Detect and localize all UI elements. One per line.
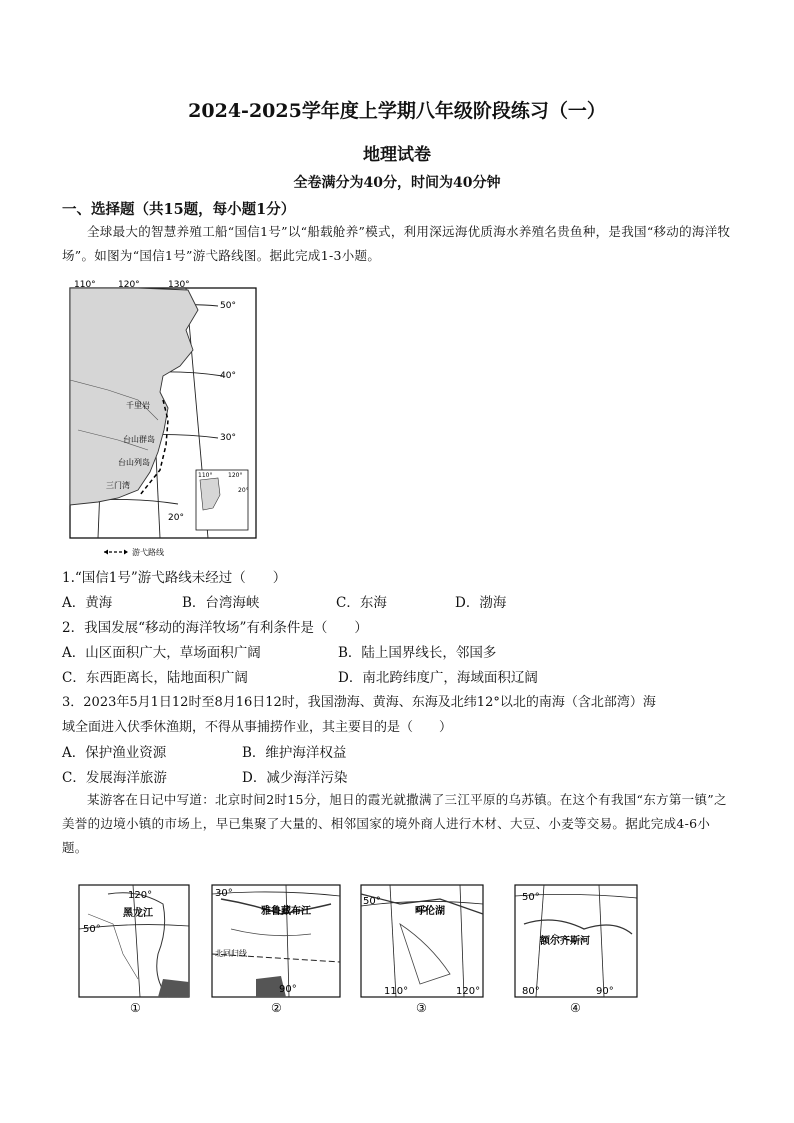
q1-option-a[interactable]: A．黄海 bbox=[62, 595, 113, 611]
map-option-4 bbox=[514, 884, 638, 1016]
inset-lon-110: 110° bbox=[198, 472, 213, 479]
map4s-lon-90: 90° bbox=[596, 986, 614, 997]
place-sanmen-bay: 三门湾 bbox=[106, 481, 130, 490]
map1s-num: ① bbox=[130, 1001, 141, 1015]
map1-lat-40: 40° bbox=[220, 371, 236, 381]
q3-option-c[interactable]: C．发展海洋旅游 bbox=[62, 770, 167, 786]
map4s-num: ④ bbox=[570, 1001, 581, 1015]
map2s-river: 雅鲁藏布江 bbox=[261, 906, 311, 917]
place-taishan-isles: 台山列岛 bbox=[118, 458, 150, 467]
map3s-lon-120: 120° bbox=[456, 986, 481, 997]
map2s-lon-90: 90° bbox=[279, 984, 297, 995]
q2-option-b[interactable]: B．陆上国界线长，邻国多 bbox=[338, 645, 497, 661]
map2s-lat-30: 30° bbox=[215, 888, 233, 899]
map1-lat-30: 30° bbox=[220, 433, 236, 443]
question-3-line-1: 3．2023年5月1日12时至8月16日12时，我国渤海、黄海、东海及北纬12°以北的南海（含北部湾）海 bbox=[62, 695, 656, 710]
inset-lat-20: 20° bbox=[238, 487, 249, 494]
map1s-river: 黑龙江 bbox=[123, 908, 153, 919]
question-2: 2．我国发展“移动的海洋牧场”有利条件是（ ） bbox=[62, 620, 368, 636]
map1s-lat-50: 50° bbox=[83, 924, 101, 935]
map1-lat-50: 50° bbox=[220, 301, 236, 311]
map3s-lon-110: 110° bbox=[384, 986, 409, 997]
map3s-lake: 呼伦湖 bbox=[415, 906, 445, 917]
map3s-num: ③ bbox=[416, 1001, 427, 1015]
place-taishan-islands: 台山群岛 bbox=[123, 435, 155, 444]
map-option-3 bbox=[360, 884, 484, 1016]
map4s-river: 额尔齐斯河 bbox=[540, 936, 590, 947]
q3-option-a[interactable]: A．保护渔业资源 bbox=[62, 745, 167, 761]
question-3-line-2: 域全面进入伏季休渔期，不得从事捕捞作业，其主要目的是（ ） bbox=[62, 720, 453, 735]
q2-option-d[interactable]: D．南北跨纬度广，海域面积辽阔 bbox=[338, 670, 538, 686]
map1-lon-110: 110° bbox=[74, 280, 96, 290]
exam-title: 2024-2025学年度上学期八年级阶段练习（一） bbox=[188, 100, 606, 122]
q1-option-d[interactable]: D．渤海 bbox=[455, 595, 507, 611]
map-option-2 bbox=[211, 884, 341, 1016]
place-qianliyan: 千里岩 bbox=[126, 401, 150, 410]
passage-1: 全球最大的智慧养殖工船“国信1号”以“船载舱养”模式，利用深远海优质海水养殖名贵鱼种，是我国“移动的海洋牧场”。如图为“国信1号”游弋路线图。据此完成1-3小题。 bbox=[62, 224, 731, 263]
q2-option-a[interactable]: A．山区面积广大，草场面积广阔 bbox=[62, 645, 261, 661]
map1s-lon-120: 120° bbox=[128, 890, 153, 901]
passage-2: 某游客在日记中写道：北京时间2时15分，旭日的霞光就撒满了三江平原的乌苏镇。在这个有我国“东方第一镇”之美誉的边境小镇的市场上，早已集聚了大量的、相邻国家的境外商人进行木材、大豆、小麦等交易。据此完成4-6小题。 bbox=[62, 792, 727, 855]
q3-option-b[interactable]: B．维护海洋权益 bbox=[242, 745, 347, 761]
map4s-lon-80: 80° bbox=[522, 986, 540, 997]
cruise-route-map bbox=[68, 280, 258, 560]
legend-route: 游弋路线 bbox=[132, 548, 164, 557]
map2s-tropic: 北回归线 bbox=[215, 949, 247, 958]
map1-lon-120: 120° bbox=[118, 280, 140, 290]
question-1: 1.“国信1号”游弋路线未经过（ ） bbox=[62, 570, 287, 586]
q1-option-b[interactable]: B．台湾海峡 bbox=[182, 595, 260, 611]
map1-lat-20: 20° bbox=[168, 513, 184, 523]
inset-lon-120: 120° bbox=[228, 472, 243, 479]
map3s-lat-50: 50° bbox=[363, 896, 381, 907]
map4s-lat-50: 50° bbox=[522, 892, 540, 903]
map2s-num: ② bbox=[271, 1001, 282, 1015]
score-info: 全卷满分为40分，时间为40分钟 bbox=[293, 175, 501, 191]
q3-option-d[interactable]: D．减少海洋污染 bbox=[242, 770, 348, 786]
section-heading: 一、选择题（共15题，每小题1分） bbox=[62, 201, 296, 218]
map1-lon-130: 130° bbox=[168, 280, 190, 290]
exam-subtitle: 地理试卷 bbox=[363, 145, 431, 165]
q2-option-c[interactable]: C．东西距离长，陆地面积广阔 bbox=[62, 670, 248, 686]
q1-option-c[interactable]: C．东海 bbox=[336, 595, 387, 611]
map-option-1 bbox=[78, 884, 190, 1016]
